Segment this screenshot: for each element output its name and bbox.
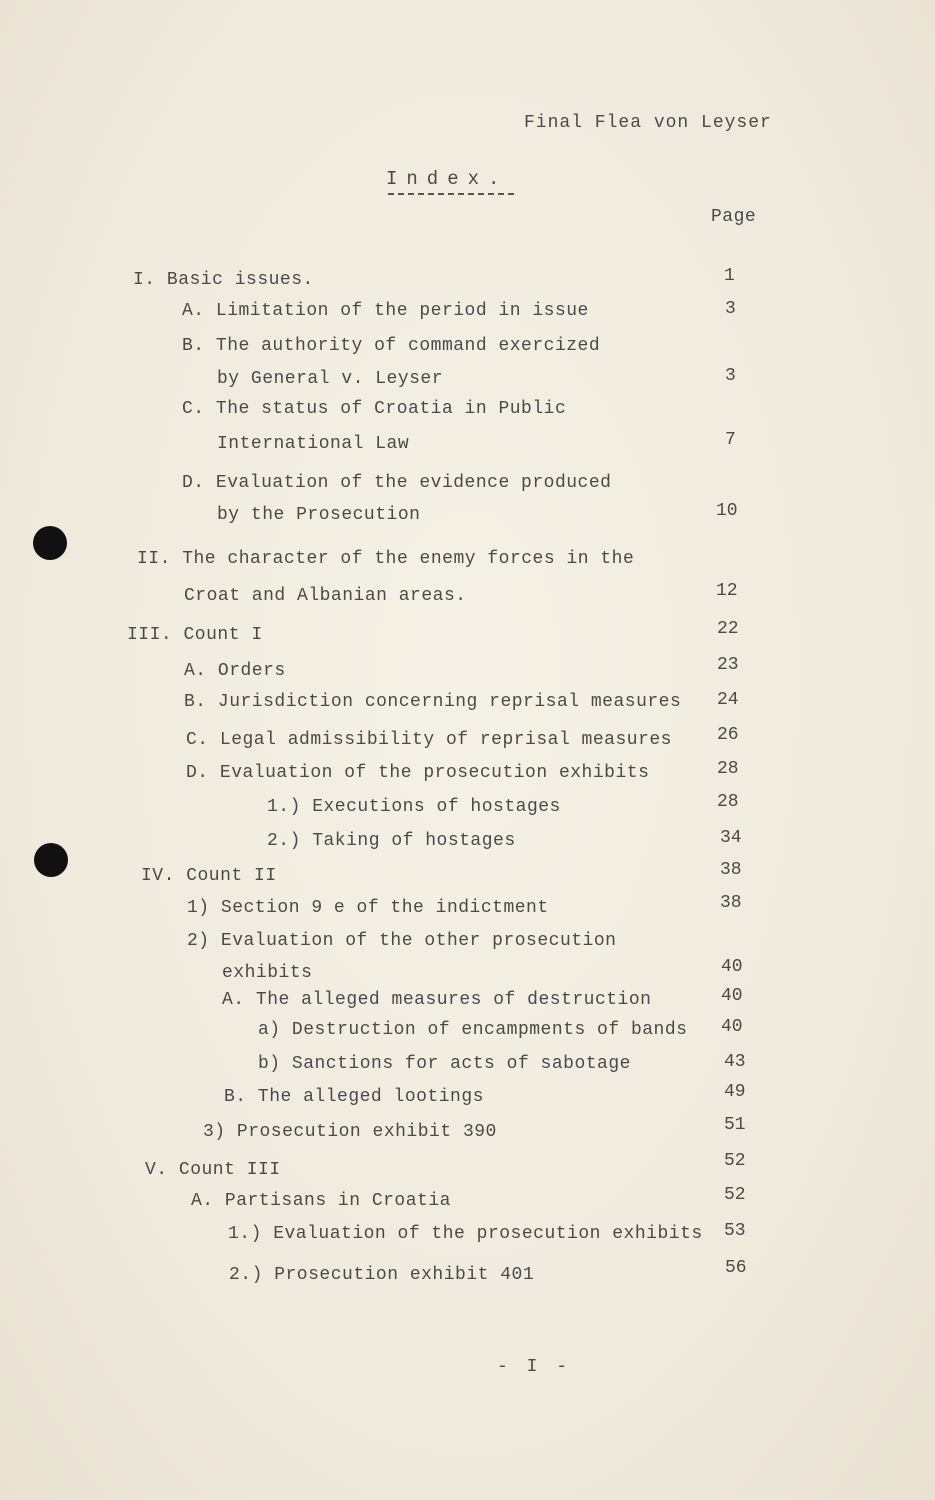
toc-entry: 2.) Prosecution exhibit 401 — [229, 1265, 535, 1285]
toc-page: 52 — [724, 1151, 746, 1171]
toc-page: 34 — [720, 828, 742, 848]
toc-page: 24 — [717, 690, 739, 710]
toc-entry: A. Limitation of the period in issue — [182, 301, 589, 321]
toc-entry: A. Partisans in Croatia — [191, 1191, 451, 1211]
toc-entry: by General v. Leyser — [217, 369, 444, 389]
toc-page: 28 — [717, 792, 739, 812]
title-underline — [388, 193, 514, 195]
toc-entry: B. The alleged lootings — [224, 1087, 484, 1107]
toc-page: 43 — [724, 1052, 746, 1072]
toc-entry: 3) Prosecution exhibit 390 — [203, 1122, 497, 1142]
toc-page: 53 — [724, 1221, 746, 1241]
toc-page: 38 — [720, 893, 742, 913]
toc-page: 12 — [716, 581, 738, 601]
toc-entry: II. The character of the enemy forces in the — [137, 549, 635, 569]
toc-entry: A. The alleged measures of destruction — [222, 990, 652, 1010]
page-column-label: Page — [711, 207, 757, 227]
toc-page: 28 — [717, 759, 739, 779]
toc-page: 23 — [717, 655, 739, 675]
toc-page: 3 — [725, 366, 736, 386]
toc-page: 26 — [717, 725, 739, 745]
toc-entry: exhibits — [222, 963, 313, 983]
toc-entry: C. Legal admissibility of reprisal measures — [186, 730, 672, 750]
toc-page: 7 — [725, 430, 736, 450]
toc-page: 40 — [721, 986, 743, 1006]
toc-entry: 1) Section 9 e of the indictment — [187, 898, 549, 918]
toc-entry: b) Sanctions for acts of sabotage — [258, 1054, 631, 1074]
toc-entry: V. Count III — [145, 1160, 281, 1180]
toc-entry: a) Destruction of encampments of bands — [258, 1020, 688, 1040]
toc-page: 38 — [720, 860, 742, 880]
toc-page: 49 — [724, 1082, 746, 1102]
punch-hole — [33, 526, 67, 560]
toc-page: 10 — [716, 501, 738, 521]
toc-entry: by the Prosecution — [217, 505, 421, 525]
index-title: Index. — [386, 168, 509, 190]
toc-entry: I. Basic issues. — [133, 270, 314, 290]
toc-entry: C. The status of Croatia in Public — [182, 399, 567, 419]
toc-entry: IV. Count II — [141, 866, 277, 886]
toc-entry: D. Evaluation of the evidence produced — [182, 473, 612, 493]
toc-page: 3 — [725, 299, 736, 319]
toc-page: 22 — [717, 619, 739, 639]
toc-page: 52 — [724, 1185, 746, 1205]
document-header: Final Flea von Leyser — [524, 113, 772, 133]
toc-entry: 1.) Evaluation of the prosecution exhibits — [228, 1224, 703, 1244]
toc-entry: 1.) Executions of hostages — [267, 797, 561, 817]
toc-page: 56 — [725, 1258, 747, 1278]
toc-page: 40 — [721, 957, 743, 977]
toc-entry: 2.) Taking of hostages — [267, 831, 516, 851]
toc-entry: D. Evaluation of the prosecution exhibits — [186, 763, 650, 783]
toc-entry: B. The authority of command exercized — [182, 336, 601, 356]
page-number: - I - — [497, 1357, 572, 1377]
toc-page: 40 — [721, 1017, 743, 1037]
toc-entry: Croat and Albanian areas. — [184, 586, 467, 606]
toc-entry: A. Orders — [184, 661, 286, 681]
toc-entry: B. Jurisdiction concerning reprisal measures — [184, 692, 682, 712]
toc-entry: 2) Evaluation of the other prosecution — [187, 931, 617, 951]
toc-entry: III. Count I — [127, 625, 263, 645]
toc-page: 51 — [724, 1115, 746, 1135]
toc-entry: International Law — [217, 434, 410, 454]
toc-page: 1 — [724, 266, 735, 286]
punch-hole — [34, 843, 68, 877]
